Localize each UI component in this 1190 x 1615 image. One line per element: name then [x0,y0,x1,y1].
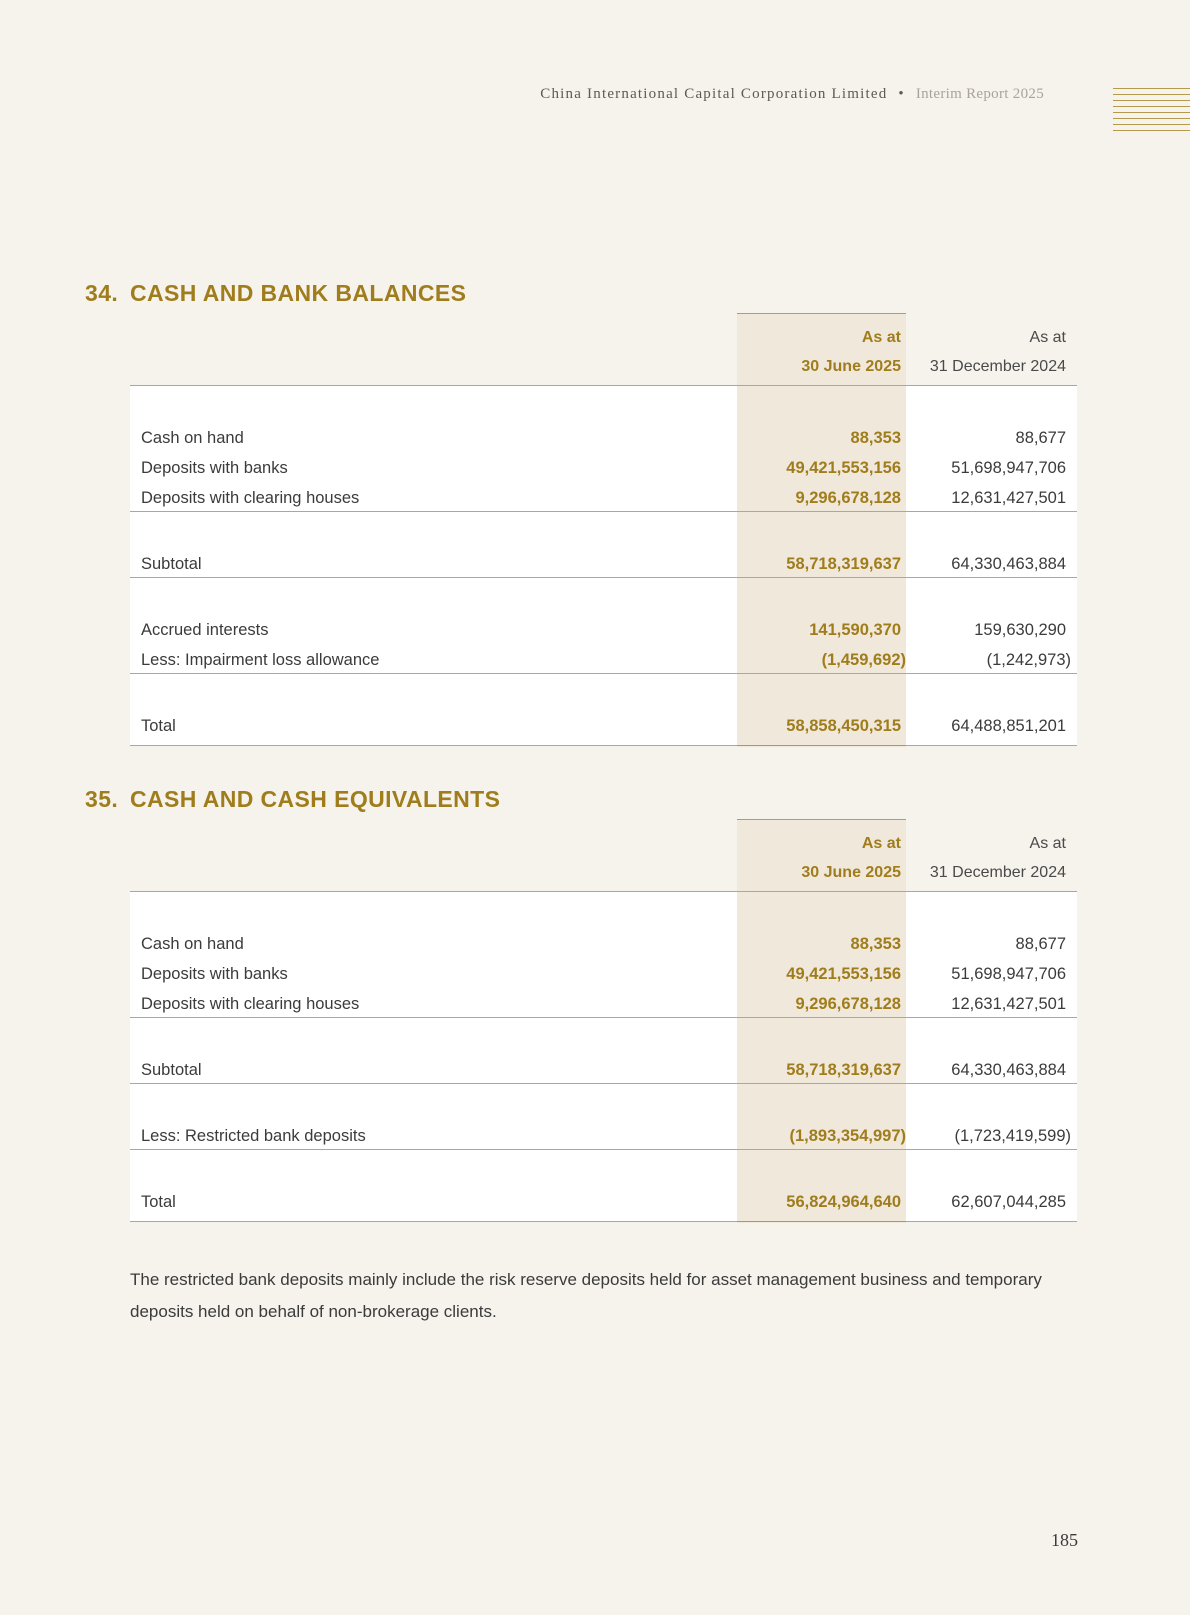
col-current-header-line1: As at [861,835,901,852]
table-row: Deposits with banks 49,421,553,156 51,698,947,706 [141,459,1066,477]
col-current-header-line2: 30 June 2025 [801,358,901,375]
col-current-header-line2: 30 June 2025 [801,864,901,881]
subtotal-row: Subtotal 58,718,319,637 64,330,463,884 [141,555,1066,573]
total-row: Total 56,824,964,640 62,607,044,285 [141,1193,1066,1211]
header-separator: • [898,86,905,102]
table-row: Deposits with banks 49,421,553,156 51,698,947,706 [141,965,1066,983]
report-header [540,86,1044,103]
table-row: Accrued interests 141,590,370 159,630,290 [141,621,1066,639]
col-prior-header-line1: As at [1029,835,1066,852]
cash-bank-balances-table [130,313,1077,746]
table-row: Deposits with clearing houses 9,296,678,128 12,631,427,501 [141,489,1066,507]
cash-equivalents-table [130,819,1077,1222]
col-prior-header-line2: 31 December 2024 [929,864,1066,881]
section-heading: CASH AND CASH EQUIVALENTS [130,786,501,812]
section-number: 35. [85,786,119,812]
col-prior-header-line2: 31 December 2024 [929,358,1066,375]
section-34-title [85,280,466,307]
report-title: Interim Report 2025 [915,86,1044,102]
section-35-title [85,786,500,813]
table-row: Cash on hand 88,353 88,677 [141,935,1066,953]
table-row: Cash on hand 88,353 88,677 [141,429,1066,447]
section-heading: CASH AND BANK BALANCES [130,280,467,306]
table-row: Less: Impairment loss allowance (1,459,692) (1,242,973) [141,651,1071,669]
page-number: 185 [1051,1530,1078,1550]
company-name: China International Capital Corporation Limited [540,86,888,102]
total-row: Total 58,858,450,315 64,488,851,201 [141,717,1066,735]
table-row: Deposits with clearing houses 9,296,678,128 12,631,427,501 [141,995,1066,1013]
table-row: Less: Restricted bank deposits (1,893,354,997) (1,723,419,599) [141,1127,1071,1145]
restricted-deposits-note: The restricted bank deposits mainly include the risk reserve deposits held for asset management business and temporary deposits held on behalf of non-brokerage clients. [130,1270,1042,1321]
subtotal-row: Subtotal 58,718,319,637 64,330,463,884 [141,1061,1066,1079]
col-current-header-line1: As at [861,329,901,346]
col-prior-header-line1: As at [1029,329,1066,346]
decorative-stripes [1113,88,1190,136]
current-period-column-highlight [737,313,906,747]
section-number: 34. [85,280,119,306]
